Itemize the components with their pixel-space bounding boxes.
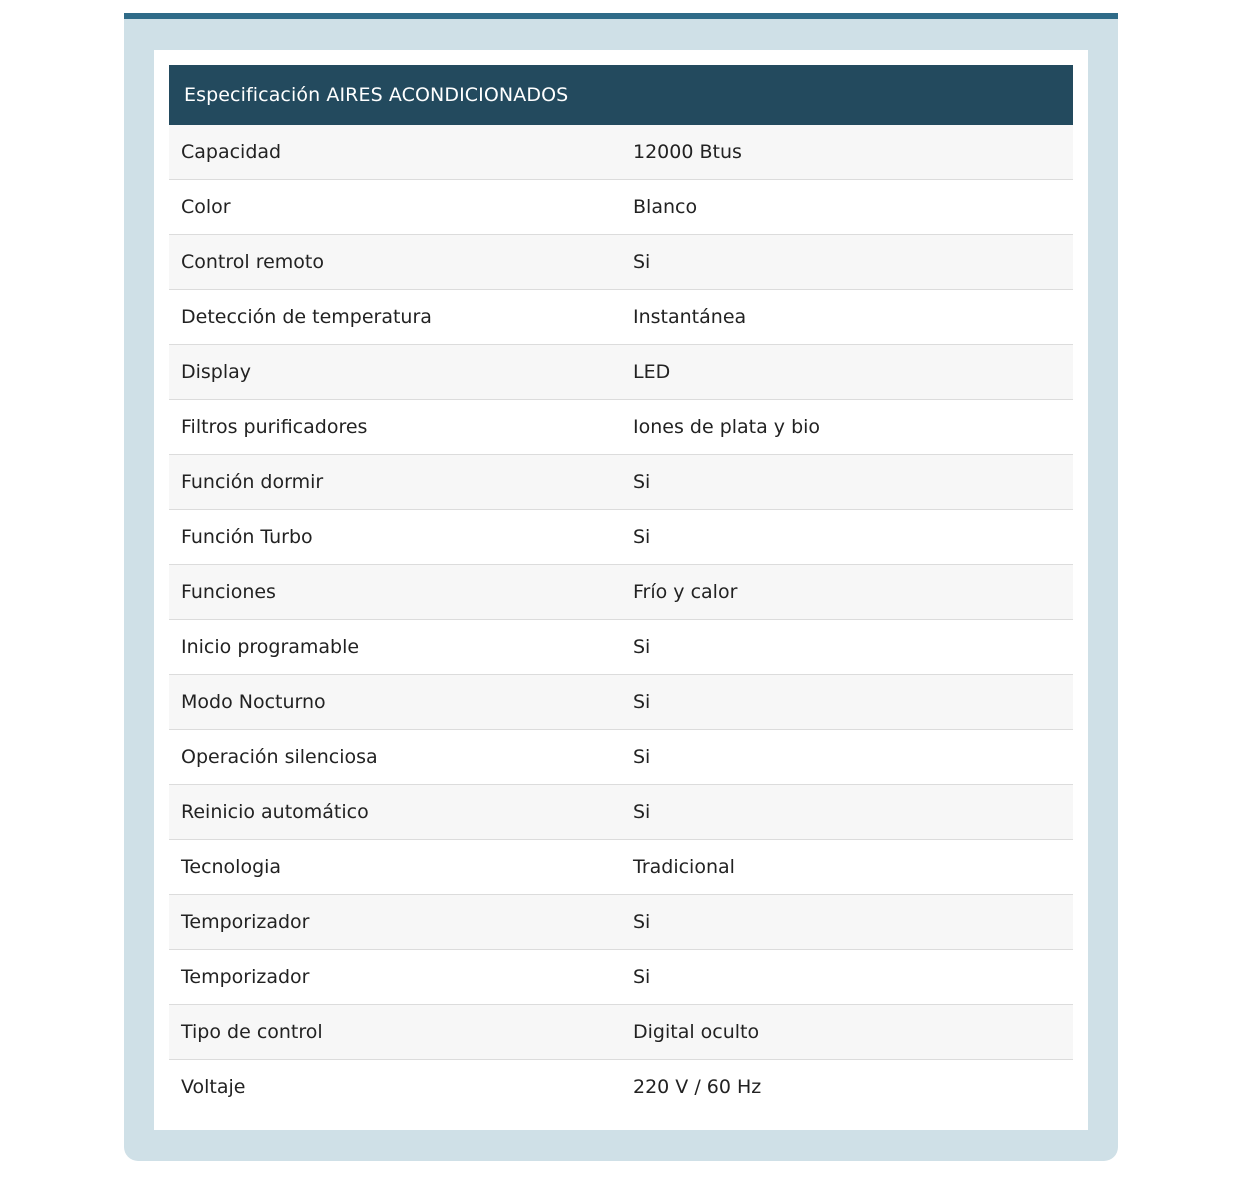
spec-value: Iones de plata y bio [621, 400, 1073, 455]
spec-value: Frío y calor [621, 565, 1073, 620]
spec-label: Capacidad [169, 125, 621, 180]
table-row [169, 565, 1073, 620]
table-row [169, 1060, 1073, 1115]
spec-label: Detección de temperatura [169, 290, 621, 345]
table-row [169, 950, 1073, 1005]
table-row [169, 180, 1073, 235]
table-row [169, 730, 1073, 785]
spec-label: Reinicio automático [169, 785, 621, 840]
spec-label: Display [169, 345, 621, 400]
spec-table-title: Especificación AIRES ACONDICIONADOS [169, 65, 1073, 125]
table-row [169, 290, 1073, 345]
table-row [169, 1005, 1073, 1060]
spec-value: Blanco [621, 180, 1073, 235]
spec-label: Color [169, 180, 621, 235]
spec-value: LED [621, 345, 1073, 400]
spec-value: Si [621, 620, 1073, 675]
spec-panel [124, 19, 1118, 1161]
spec-value: Si [621, 785, 1073, 840]
table-row [169, 840, 1073, 895]
spec-value: Si [621, 950, 1073, 1005]
table-row [169, 675, 1073, 730]
spec-label: Función Turbo [169, 510, 621, 565]
table-row [169, 345, 1073, 400]
spec-value: Si [621, 235, 1073, 290]
table-row [169, 400, 1073, 455]
table-row [169, 455, 1073, 510]
spec-value: 12000 Btus [621, 125, 1073, 180]
table-row [169, 620, 1073, 675]
table-row [169, 785, 1073, 840]
spec-value: Instantánea [621, 290, 1073, 345]
spec-label: Función dormir [169, 455, 621, 510]
spec-label: Filtros purificadores [169, 400, 621, 455]
spec-label: Temporizador [169, 950, 621, 1005]
spec-value: 220 V / 60 Hz [621, 1060, 1073, 1115]
spec-label: Inicio programable [169, 620, 621, 675]
spec-value: Si [621, 730, 1073, 785]
spec-label: Tecnologia [169, 840, 621, 895]
table-row [169, 895, 1073, 950]
spec-label: Modo Nocturno [169, 675, 621, 730]
table-row [169, 235, 1073, 290]
table-row [169, 510, 1073, 565]
spec-card [154, 50, 1088, 1130]
spec-label: Control remoto [169, 235, 621, 290]
spec-label: Temporizador [169, 895, 621, 950]
table-row [169, 125, 1073, 180]
spec-value: Tradicional [621, 840, 1073, 895]
spec-value: Digital oculto [621, 1005, 1073, 1060]
spec-label: Tipo de control [169, 1005, 621, 1060]
spec-value: Si [621, 455, 1073, 510]
spec-value: Si [621, 675, 1073, 730]
spec-value: Si [621, 895, 1073, 950]
spec-label: Operación silenciosa [169, 730, 621, 785]
spec-table [169, 65, 1073, 1114]
spec-value: Si [621, 510, 1073, 565]
spec-label: Voltaje [169, 1060, 621, 1115]
spec-label: Funciones [169, 565, 621, 620]
